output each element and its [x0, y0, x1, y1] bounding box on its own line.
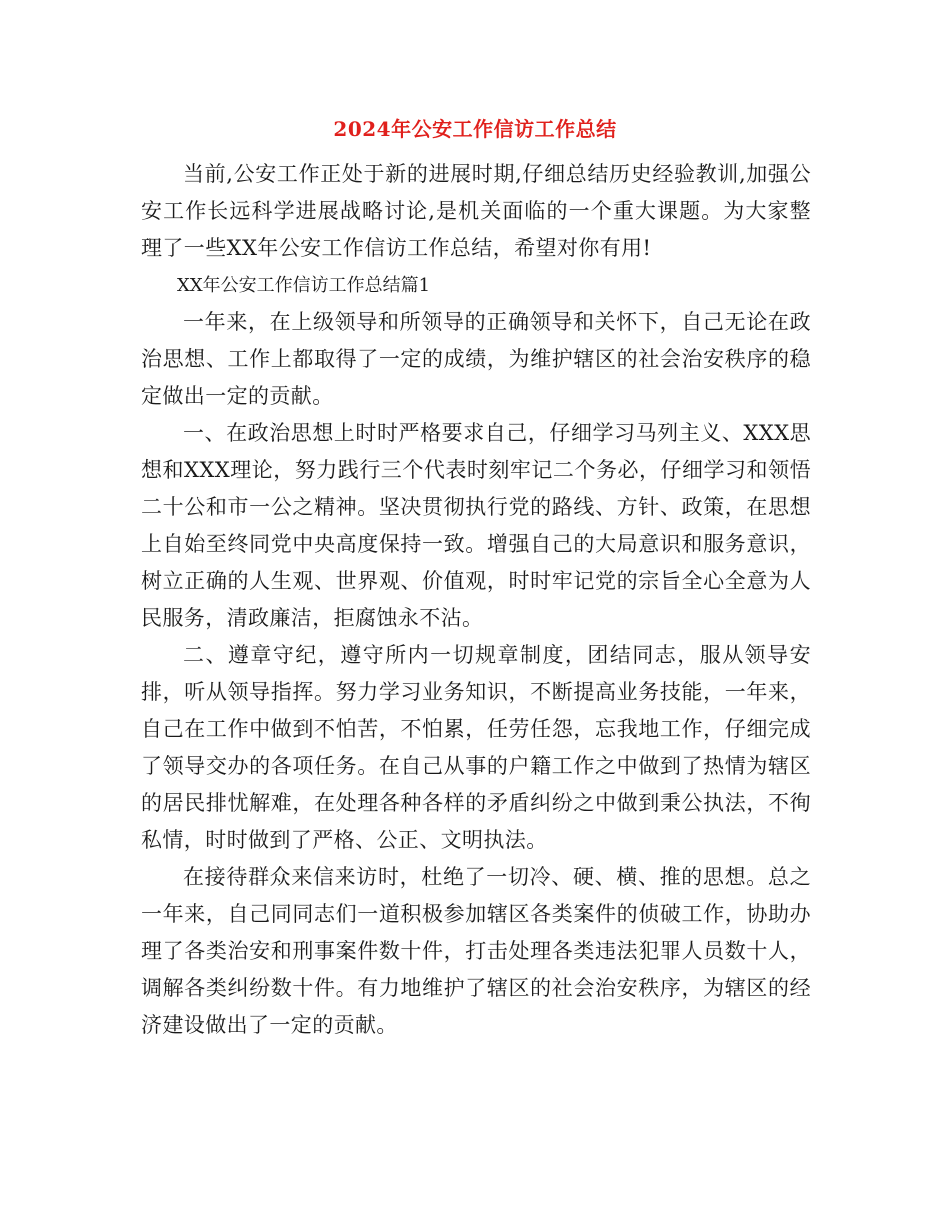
document-body	[141, 156, 811, 1044]
document-title: 2024年公安工作信访工作总结	[333, 117, 617, 141]
section-heading: XX年公安工作信访工作总结篇1	[177, 275, 431, 296]
body-paragraph: 一、在政治思想上时时严格要求自己，仔细学习马列主义、XXX思想和XXX理论，努力践行三个代表时刻牢记二个务必，仔细学习和领悟二十公和市一公之精神。坚决贯彻执行党的路线、方针、政策，在思想上自始至终同党中央高度保持一致。增强自己的大局意识和服务意识，树立正确的人生观、世界观、价值观，时时牢记党的宗旨全心全意为人民服务，清政廉洁，拒腐蚀永不沾。	[141, 421, 811, 630]
intro-paragraph: 当前,公安工作正处于新的进展时期,仔细总结历史经验教训,加强公安工作长远科学进展战略讨论,是机关面临的一个重大课题。为大家整理了一些XX年公安工作信访工作总结，希望对你有用!	[141, 162, 811, 260]
body-paragraph: 一年来，在上级领导和所领导的正确领导和关怀下，自己无论在政治思想、工作上都取得了一定的成绩，为维护辖区的社会治安秩序的稳定做出一定的贡献。	[141, 310, 811, 408]
body-paragraph: 在接待群众来信来访时，杜绝了一切冷、硬、横、推的思想。总之一年来，自己同同志们一道积极参加辖区各类案件的侦破工作，协助办理了各类治安和刑事案件数十件，打击处理各类违法犯罪人员数十人，调解各类纠纷数十件。有力地维护了辖区的社会治安秩序，为辖区的经济建设做出了一定的贡献。	[141, 865, 811, 1037]
body-paragraph: 二、遵章守纪，遵守所内一切规章制度，团结同志，服从领导安排，听从领导指挥。努力学习业务知识，不断提高业务技能，一年来，自己在工作中做到不怕苦，不怕累，任劳任怨，忘我地工作，仔细完成了领导交办的各项任务。在自己从事的户籍工作之中做到了热情为辖区的居民排忧解难，在处理各种各样的矛盾纠纷之中做到秉公执法，不徇私情，时时做到了严格、公正、文明执法。	[141, 643, 811, 852]
